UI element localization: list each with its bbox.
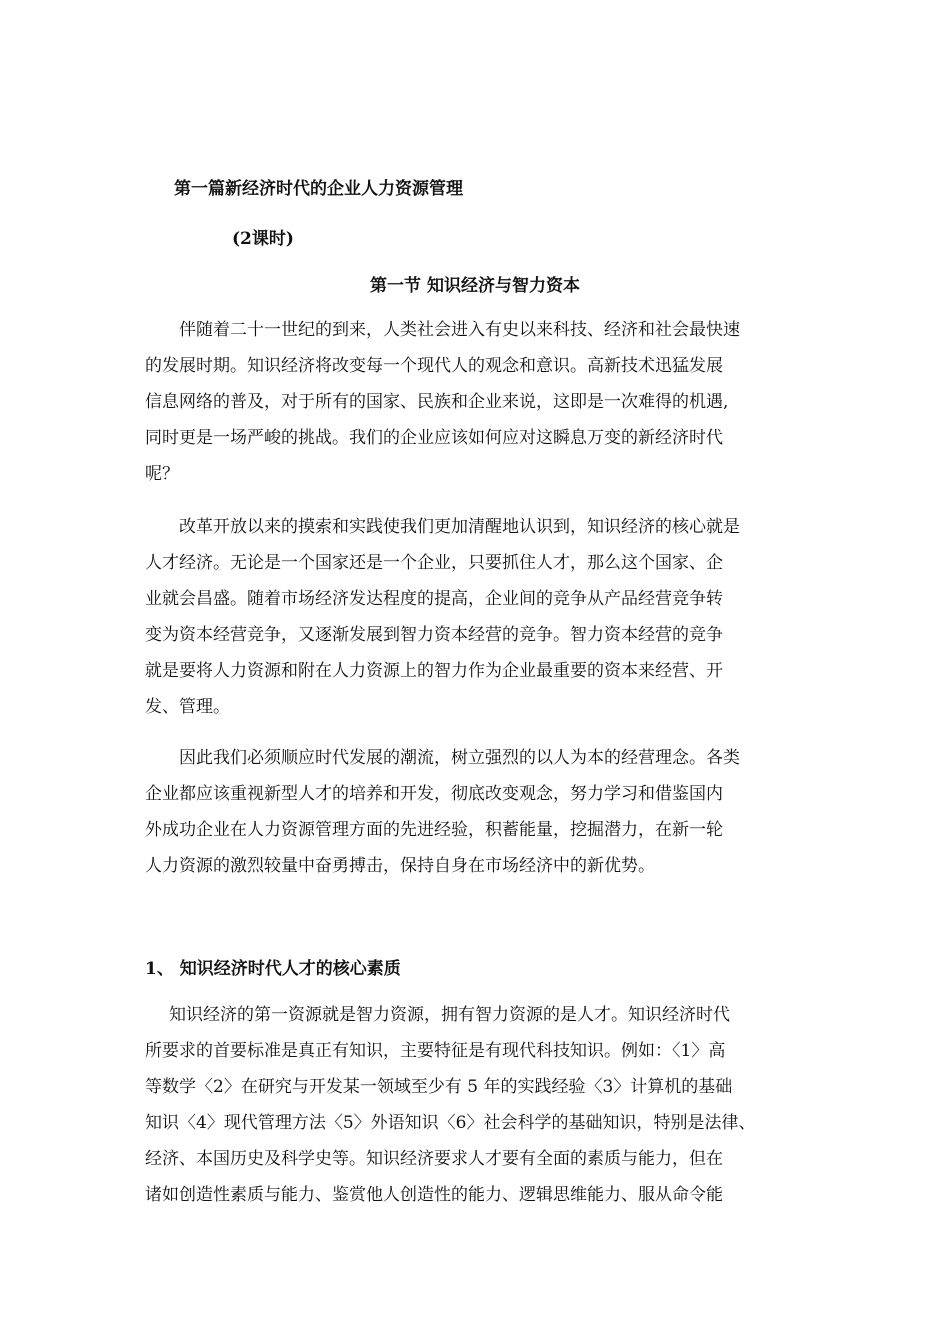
paragraph-4: [145, 997, 827, 1213]
paragraph-line: 人力资源的激烈较量中奋勇搏击，保持自身在市场经济中的新优势。: [145, 856, 655, 876]
paragraph-line: 呢？: [145, 464, 179, 484]
paragraph-line: 改革开放以来的摸索和实践使我们更加清醒地认识到，知识经济的核心就是: [179, 517, 740, 537]
paragraph-line: 人才经济。无论是一个国家还是一个企业，只要抓住人才，那么这个国家、企: [145, 553, 723, 573]
class-hours-subtitle: (2课时): [232, 229, 294, 249]
paragraph-1: [145, 312, 827, 492]
paragraph-line: 所要求的首要标准是真正有知识，主要特征是有现代科技知识。例如：〈1〉高: [145, 1041, 726, 1061]
paragraph-line: 就是要将人力资源和附在人力资源上的智力作为企业最重要的资本来经营、开: [145, 661, 723, 681]
paragraph-line: 经济、本国历史及科学史等。知识经济要求人才要有全面的素质与能力，但在: [145, 1149, 723, 1169]
paragraph-2: [145, 509, 827, 725]
paragraph-line: 知识〈4〉现代管理方法〈5〉外语知识〈6〉社会科学的基础知识，特别是法律、: [145, 1113, 756, 1133]
subsection-heading: 1、 知识经济时代人才的核心素质: [145, 959, 401, 979]
paragraph-line: 发、管理。: [145, 697, 230, 717]
paragraph-line: 变为资本经营竞争，又逐渐发展到智力资本经营的竞争。智力资本经营的竞争: [145, 625, 723, 645]
section-title: 第一节 知识经济与智力资本: [370, 276, 580, 296]
paragraph-line: 同时更是一场严峻的挑战。我们的企业应该如何应对这瞬息万变的新经济时代: [145, 428, 723, 448]
paragraph-line: 等数学〈2〉在研究与开发某一领域至少有 5 年的实践经验〈3〉计算机的基础: [145, 1077, 733, 1097]
paragraph-line: 企业都应该重视新型人才的培养和开发，彻底改变观念，努力学习和借鉴国内: [145, 784, 723, 804]
paragraph-line: 伴随着二十一世纪的到来，人类社会进入有史以来科技、经济和社会最快速: [179, 320, 740, 340]
paragraph-line: 诸如创造性素质与能力、鉴赏他人创造性的能力、逻辑思维能力、服从命令能: [145, 1185, 723, 1205]
paragraph-line: 的发展时期。知识经济将改变每一个现代人的观念和意识。高新技术迅猛发展: [145, 356, 723, 376]
paragraph-line: 业就会昌盛。随着市场经济发达程度的提高，企业间的竞争从产品经营竞争转: [145, 589, 723, 609]
chapter-title: 第一篇新经济时代的企业人力资源管理: [174, 179, 463, 199]
paragraph-line: 知识经济的第一资源就是智力资源，拥有智力资源的是人才。知识经济时代: [169, 1005, 730, 1025]
paragraph-line: 信息网络的普及，对于所有的国家、民族和企业来说，这即是一次难得的机遇,: [145, 392, 729, 412]
paragraph-3: [145, 740, 827, 884]
paragraph-line: 外成功企业在人力资源管理方面的先进经验，积蓄能量，挖掘潜力，在新一轮: [145, 820, 723, 840]
paragraph-line: 因此我们必须顺应时代发展的潮流，树立强烈的以人为本的经营理念。各类: [179, 748, 740, 768]
